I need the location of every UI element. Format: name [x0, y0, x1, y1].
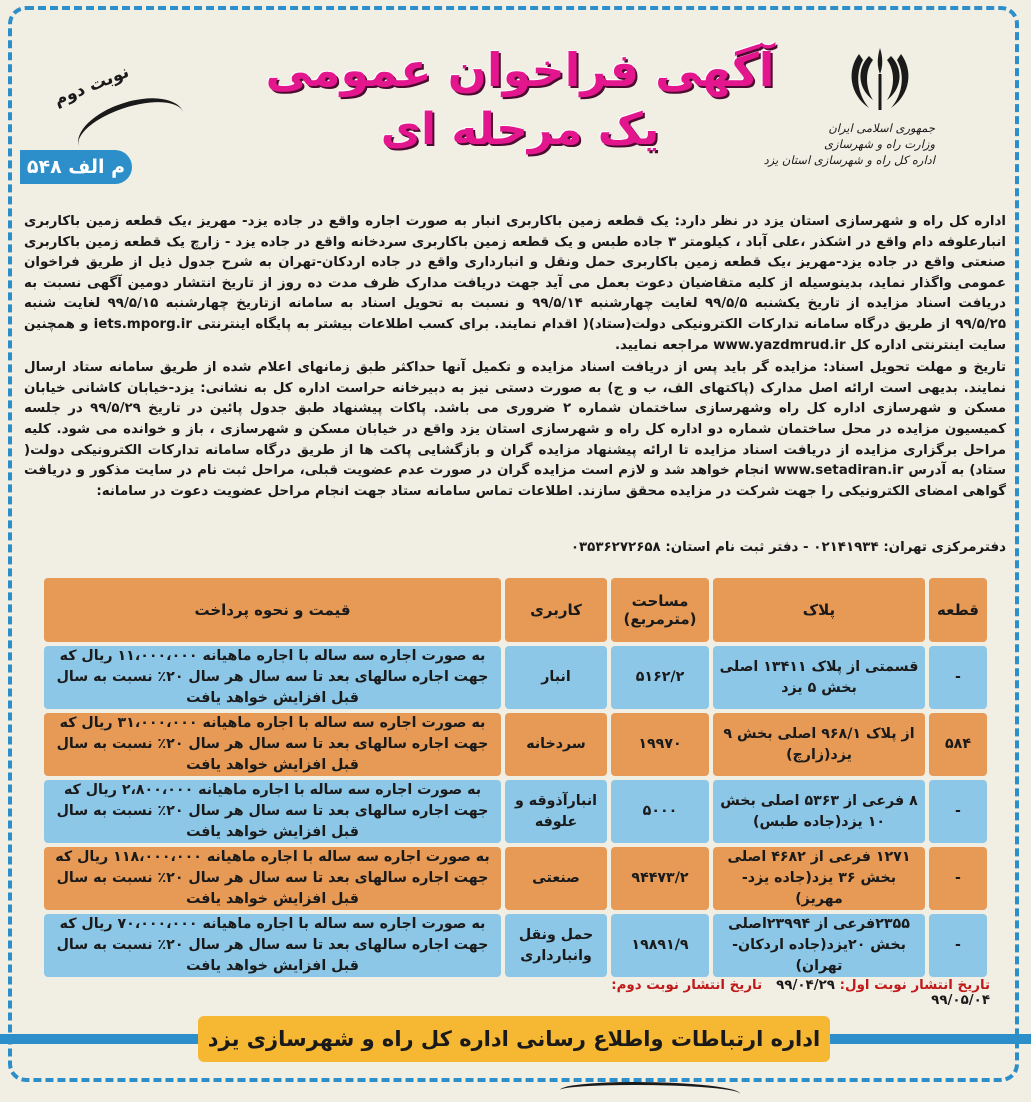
cell-piece: - — [929, 847, 987, 910]
cell-plaque: از پلاک ۹۶۸/۱ اصلی بخش ۹ یزد(زارچ) — [713, 713, 925, 776]
second-date-value: ۹۹/۰۵/۰۴ — [931, 993, 990, 1008]
ministry-line2: وزارت راه و شهرسازی — [824, 137, 935, 151]
cell-use: سردخانه — [505, 713, 607, 776]
header-piece: قطعه — [929, 578, 987, 642]
header-use: کاربری — [505, 578, 607, 642]
announcement-body — [24, 212, 1006, 504]
table-row — [44, 780, 987, 843]
handwriting-mark — [560, 1082, 740, 1102]
cell-price: به صورت اجاره سه ساله با اجاره ماهیانه ۷۰،۰۰۰،۰۰۰ ریال که جهت اجاره سالهای بعد تا سه سال هر سال ۲۰٪ نسبت به سال قبل افزایش خواهد یافت — [44, 914, 501, 977]
cell-use: صنعتی — [505, 847, 607, 910]
first-date-label: تاریخ انتشار نوبت اول: — [839, 978, 990, 993]
round-badge — [38, 60, 158, 130]
header-plaque: پلاک — [713, 578, 925, 642]
contact-line: دفترمرکزی تهران: ۰۲۱۴۱۹۳۴ - دفتر ثبت نام استان: ۰۳۵۳۶۲۷۲۶۵۸ — [570, 540, 1006, 555]
table-row — [44, 914, 987, 977]
table-row — [44, 713, 987, 776]
cell-use: انبارآذوقه و علوفه — [505, 780, 607, 843]
cell-piece: - — [929, 780, 987, 843]
cell-plaque: ۱۲۷۱ فرعی از ۴۶۸۲ اصلی بخش ۳۶ یزد(جاده یزد-مهریز) — [713, 847, 925, 910]
title-line1: آگهی فراخوان عمومی — [265, 43, 775, 97]
cell-use: انبار — [505, 646, 607, 709]
ministry-line3: اداره کل راه و شهرسازی استان یزد — [763, 153, 935, 167]
cell-area: ۱۹۹۷۰ — [611, 713, 709, 776]
cell-area: ۵۱۶۲/۲ — [611, 646, 709, 709]
cell-area: ۹۴۴۷۳/۲ — [611, 847, 709, 910]
plots-table — [40, 574, 991, 981]
table-header-row — [44, 578, 987, 642]
footer-banner: اداره ارتباطات واطلاع رسانی اداره کل راه و شهرسازی یزد — [198, 1016, 830, 1062]
title-line2: یک مرحله ای — [380, 104, 660, 155]
body-paragraph-2: تاریخ و مهلت تحویل اسناد: مزایده گر باید پس از دریافت اسناد مزایده و تکمیل آنها حداکثر طبق زمانهای اعلام شده از طریق سامانه ستاد ارسال نمایند. بدیهی است ارائه اصل مدارک (پاکتهای الف، ب و ج) به صورت دستی نیز به دبیرخانه حراست اداره کل به نشانی: یزد-خیابان کاشانی خیابان مسکن و شهرسازی اداره کل راه وشهرسازی ساختمان شماره ۲ ضروری می باشد. پاکات پیشنهاد طبق جدول پائین در تاریخ ۹۹/۵/۲۹ در جلسه کمیسیون مزایده در محل ساختمان شماره دو اداره کل راه و شهرسازی استان یزد واقع در خیابان مسکن و شهرسازی ، باز و خوانده می شود. کلیه مراحل برگزاری مزایده از دریافت اسناد مزایده تا ارائه پیشنهاد مزایده گران و بازگشایی پاکت ها از طریق درگاه سامانه تدارکات الکترونیکی دولت( ستاد) به آدرس www.setadiran.ir انجام خواهد شد و لازم است مزایده گران در صورت عدم عضویت قبلی، مراحل ثبت نام در سایت مذکور و دریافت گواهی امضای الکترونیکی را جهت شرکت در مزایده محقق سازند. اطلاعات تماس سامانه ستاد جهت انجام مراحل عضویت دعوت در سامانه: — [24, 360, 1007, 499]
cell-plaque: ۲۳۵۵فرعی از ۲۳۹۹۴اصلی بخش ۲۰یزد(جاده اردکان-تهران) — [713, 914, 925, 977]
header-area: مساحت (مترمربع) — [611, 578, 709, 642]
cell-price: به صورت اجاره سه ساله با اجاره ماهیانه ۱۱۸،۰۰۰،۰۰۰ ریال که جهت اجاره سالهای بعد تا سه سال هر سال ۲۰٪ نسبت به سال قبل افزایش خواهد یافت — [44, 847, 501, 910]
cell-price: به صورت اجاره سه ساله با اجاره ماهیانه ۳۱،۰۰۰،۰۰۰ ریال که جهت اجاره سالهای بعد تا سه سال هر سال ۲۰٪ نسبت به سال قبل افزایش خواهد یافت — [44, 713, 501, 776]
page-title — [240, 40, 800, 160]
publication-dates — [560, 978, 990, 1008]
ministry-block — [763, 120, 935, 168]
code-badge: م الف ۵۴۸ — [20, 150, 132, 184]
cell-piece: - — [929, 646, 987, 709]
cell-plaque: ۸ فرعی از ۵۳۶۳ اصلی بخش ۱۰ یزد(جاده طبس) — [713, 780, 925, 843]
round-label: نوبت دوم — [51, 61, 132, 111]
second-date-label: تاریخ انتشار نوبت دوم: — [611, 978, 763, 993]
cell-piece: - — [929, 914, 987, 977]
ministry-line1: جمهوری اسلامی ایران — [828, 121, 935, 135]
cell-area: ۱۹۸۹۱/۹ — [611, 914, 709, 977]
header-price: قیمت و نحوه پرداخت — [44, 578, 501, 642]
cell-price: به صورت اجاره سه ساله با اجاره ماهیانه ۲،۸۰۰،۰۰۰ ریال که جهت اجاره سالهای بعد تا سه سال هر سال ۲۰٪ نسبت به سال قبل افزایش خواهد یافت — [44, 780, 501, 843]
table-row — [44, 646, 987, 709]
cell-price: به صورت اجاره سه ساله با اجاره ماهیانه ۱۱،۰۰۰،۰۰۰ ریال که جهت اجاره سالهای بعد تا سه سال هر سال ۲۰٪ نسبت به سال قبل افزایش خواهد یافت — [44, 646, 501, 709]
body-paragraph-1: اداره کل راه و شهرسازی استان یزد در نظر دارد: یک قطعه زمین باکاربری انبار به صورت اجاره واقع در جاده یزد- مهریز ،یک قطعه زمین باکاربری انبارعلوفه دام واقع در اشکذر ،علی آباد ، کیلومتر ۳ جاده طبس و یک قطعه زمین باکاربری سردخانه واقع در جاده یزد - زارچ یک قطعه زمین باکاربری صنعتی واقع در جاده یزد-مهریز ،یک قطعه زمین باکاربری حمل ونقل و انبارداری واقع در جاده اردکان-تهران به شرح جدول ذیل از طریق فراخوان عمومی واگذار نماید، بدینوسیله از کلیه متقاضیان دعوت بعمل می آید جهت دریافت مدارک ظرف مدت ده روز از تاریخ انتشار دومین آگهی نسبت به دریافت اسناد مزایده از تاریخ یکشنبه ۹۹/۵/۵ لغایت چهارشنبه ۹۹/۵/۱۴ و نسبت به تحویل اسناد به سامانه ازتاریخ چهارشنبه ۹۹/۵/۱۵ لغایت شنبه ۹۹/۵/۲۵ از طریق درگاه سامانه تدارکات الکترونیکی دولت(ستاد)( اقدام نمایند. برای کسب اطلاعات بیشتر به پایگاه اینترنتی iets.mporg.ir و همچنین سایت اینترنتی اداره کل www.yazdmrud.ir مراجعه نمایید. — [24, 214, 1007, 353]
table-row — [44, 847, 987, 910]
cell-area: ۵۰۰۰ — [611, 780, 709, 843]
cell-plaque: قسمتی از پلاک ۱۳۴۱۱ اصلی بخش ۵ یزد — [713, 646, 925, 709]
cell-piece: ۵۸۴ — [929, 713, 987, 776]
cell-use: حمل ونقل وانبارداری — [505, 914, 607, 977]
iran-emblem-icon — [847, 44, 913, 116]
first-date-value: ۹۹/۰۴/۲۹ — [776, 978, 835, 993]
